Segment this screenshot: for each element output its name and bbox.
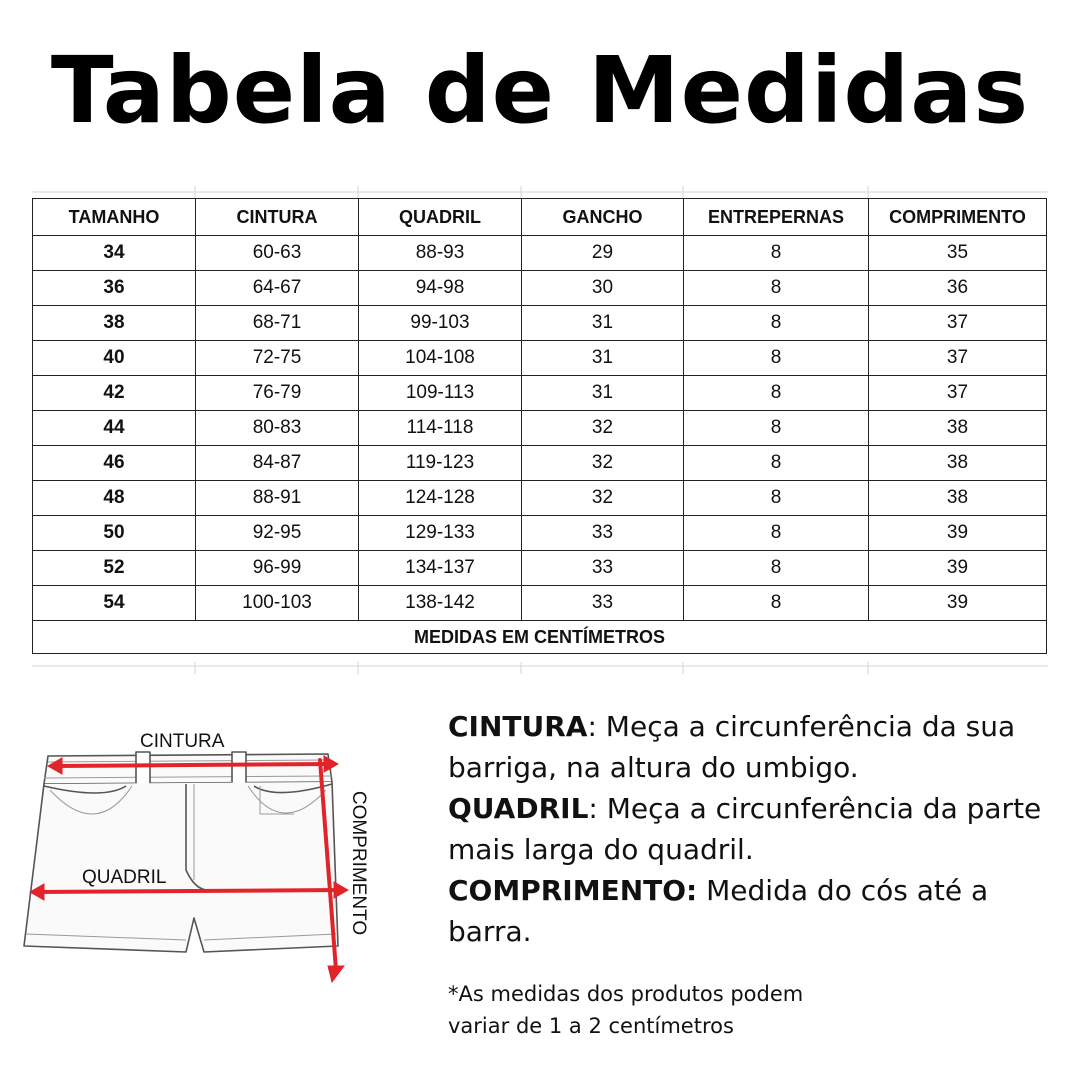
table-row	[33, 481, 1047, 516]
instruction-text: Medida do cós até a barra.	[448, 874, 989, 948]
cell-quadril: 114-118	[359, 411, 522, 446]
cell-gancho: 33	[522, 586, 684, 621]
cell-size: 34	[33, 236, 196, 271]
comprimento-label: COMPRIMENTO	[348, 790, 369, 936]
cell-cintura: 80-83	[196, 411, 359, 446]
cell-gancho: 32	[522, 481, 684, 516]
table-header-row	[33, 199, 1047, 236]
cell-size: 40	[33, 341, 196, 376]
table-row	[33, 551, 1047, 586]
cell-gancho: 31	[522, 341, 684, 376]
cell-quadril: 138-142	[359, 586, 522, 621]
cell-quadril: 124-128	[359, 481, 522, 516]
header-comprimento: COMPRIMENTO	[869, 199, 1047, 236]
cell-cintura: 88-91	[196, 481, 359, 516]
header-gancho: GANCHO	[522, 199, 684, 236]
cell-size: 44	[33, 411, 196, 446]
measurement-instructions	[448, 706, 1058, 952]
cell-size: 48	[33, 481, 196, 516]
instruction-cintura	[448, 706, 1058, 788]
table-row	[33, 271, 1047, 306]
cell-entrepernas: 8	[684, 481, 869, 516]
cell-cintura: 72-75	[196, 341, 359, 376]
instruction-term: COMPRIMENTO:	[448, 874, 698, 907]
header-tamanho: TAMANHO	[33, 199, 196, 236]
cell-size: 36	[33, 271, 196, 306]
cell-entrepernas: 8	[684, 551, 869, 586]
table-row	[33, 306, 1047, 341]
cell-quadril: 94-98	[359, 271, 522, 306]
cell-cintura: 68-71	[196, 306, 359, 341]
instruction-text: : Meça a circunferência da sua barriga, na altura do umbigo.	[448, 710, 1016, 784]
table-row	[33, 516, 1047, 551]
table-row	[33, 341, 1047, 376]
cell-size: 50	[33, 516, 196, 551]
cell-quadril: 88-93	[359, 236, 522, 271]
cell-gancho: 33	[522, 516, 684, 551]
cell-entrepernas: 8	[684, 376, 869, 411]
cell-entrepernas: 8	[684, 306, 869, 341]
cell-entrepernas: 8	[684, 586, 869, 621]
cell-cintura: 92-95	[196, 516, 359, 551]
page-title: Tabela de Medidas	[50, 37, 1030, 144]
cell-comprimento: 37	[869, 306, 1047, 341]
cell-cintura: 60-63	[196, 236, 359, 271]
cell-size: 54	[33, 586, 196, 621]
cell-gancho: 32	[522, 446, 684, 481]
cell-quadril: 99-103	[359, 306, 522, 341]
cell-entrepernas: 8	[684, 516, 869, 551]
table-row	[33, 411, 1047, 446]
cell-size: 46	[33, 446, 196, 481]
header-quadril: QUADRIL	[359, 199, 522, 236]
cell-cintura: 64-67	[196, 271, 359, 306]
cell-gancho: 32	[522, 411, 684, 446]
cell-comprimento: 38	[869, 446, 1047, 481]
cell-comprimento: 39	[869, 516, 1047, 551]
cell-entrepernas: 8	[684, 236, 869, 271]
cell-quadril: 104-108	[359, 341, 522, 376]
cell-entrepernas: 8	[684, 411, 869, 446]
cell-gancho: 31	[522, 376, 684, 411]
cell-quadril: 119-123	[359, 446, 522, 481]
cell-cintura: 100-103	[196, 586, 359, 621]
instruction-term: CINTURA	[448, 710, 588, 743]
cell-size: 38	[33, 306, 196, 341]
cell-size: 42	[33, 376, 196, 411]
cell-size: 52	[33, 551, 196, 586]
cell-comprimento: 39	[869, 586, 1047, 621]
cell-gancho: 29	[522, 236, 684, 271]
cell-gancho: 33	[522, 551, 684, 586]
table-row	[33, 446, 1047, 481]
size-table	[32, 198, 1047, 654]
instruction-comprimento	[448, 870, 1058, 952]
cell-gancho: 30	[522, 271, 684, 306]
cell-cintura: 84-87	[196, 446, 359, 481]
instruction-text: : Meça a circunferência da parte mais larga do quadril.	[448, 792, 1042, 866]
quadril-label: QUADRIL	[82, 867, 167, 888]
table-row	[33, 236, 1047, 271]
table-row	[33, 586, 1047, 621]
cell-entrepernas: 8	[684, 341, 869, 376]
cell-comprimento: 36	[869, 271, 1047, 306]
table-row	[33, 376, 1047, 411]
cell-cintura: 76-79	[196, 376, 359, 411]
instruction-term: QUADRIL	[448, 792, 589, 825]
cell-comprimento: 39	[869, 551, 1047, 586]
cintura-label: CINTURA	[140, 731, 225, 752]
footnote-line-2: variar de 1 a 2 centímetros	[448, 1014, 734, 1038]
cell-entrepernas: 8	[684, 271, 869, 306]
footnote	[448, 978, 1048, 1042]
cell-comprimento: 37	[869, 341, 1047, 376]
cell-comprimento: 38	[869, 411, 1047, 446]
cell-comprimento: 38	[869, 481, 1047, 516]
header-entrepernas: ENTREPERNAS	[684, 199, 869, 236]
cell-gancho: 31	[522, 306, 684, 341]
header-cintura: CINTURA	[196, 199, 359, 236]
cell-quadril: 129-133	[359, 516, 522, 551]
cell-quadril: 134-137	[359, 551, 522, 586]
cell-entrepernas: 8	[684, 446, 869, 481]
units-note: MEDIDAS EM CENTÍMETROS	[33, 621, 1047, 654]
table-footer-row	[33, 621, 1047, 654]
instruction-quadril	[448, 788, 1058, 870]
cell-cintura: 96-99	[196, 551, 359, 586]
cell-comprimento: 35	[869, 236, 1047, 271]
cell-quadril: 109-113	[359, 376, 522, 411]
footnote-line-1: *As medidas dos produtos podem	[448, 982, 804, 1006]
cell-comprimento: 37	[869, 376, 1047, 411]
